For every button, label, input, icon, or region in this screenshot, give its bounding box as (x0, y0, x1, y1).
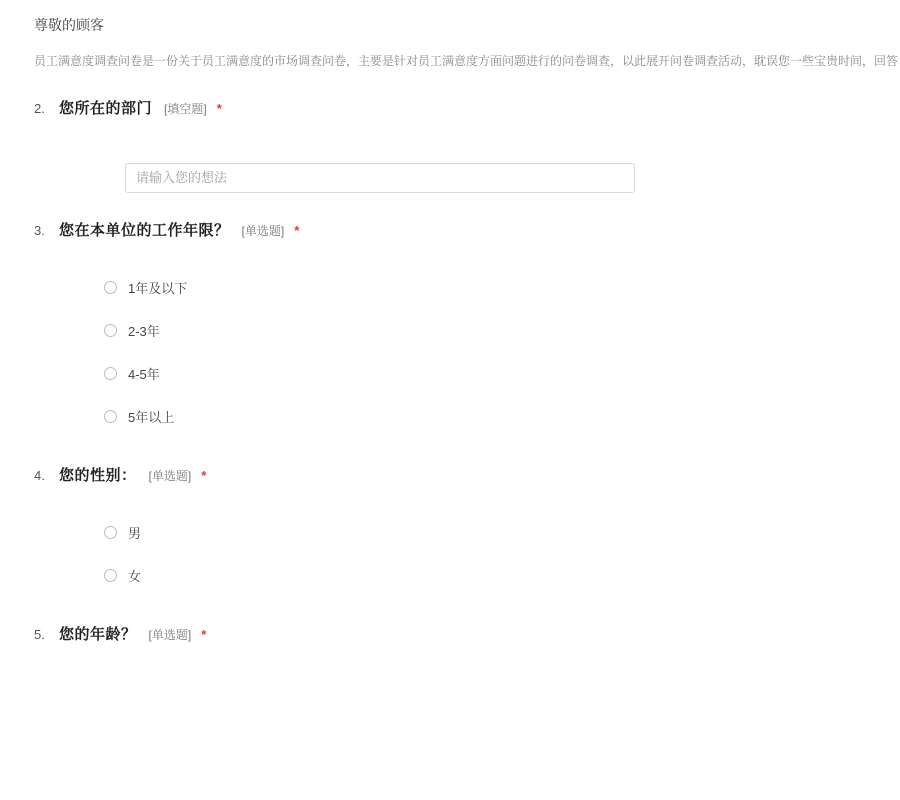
question-5-required-marker: * (201, 626, 207, 642)
radio-icon[interactable] (104, 367, 117, 380)
question-3-header (34, 193, 900, 240)
question-4-option-2[interactable] (59, 554, 900, 597)
question-4-title: 您的性别： (59, 466, 137, 484)
question-3-option-1-label: 1年及以下 (128, 280, 188, 296)
question-3-required-marker: * (294, 222, 300, 238)
question-2-title: 您所在的部门 (59, 99, 153, 117)
question-3-body (34, 266, 900, 438)
question-3-number: 3. (34, 222, 45, 238)
question-4-option-1-label: 男 (128, 525, 142, 541)
question-3-option-3-label: 4-5年 (128, 366, 160, 382)
question-2-type: [填空题] (164, 101, 207, 116)
question-3-option-4[interactable] (59, 395, 900, 438)
question-4-option-2-label: 女 (128, 568, 142, 584)
question-3 (0, 193, 900, 438)
question-3-option-1[interactable] (59, 266, 900, 309)
question-3-option-4-label: 5年以上 (128, 409, 175, 425)
question-2-body (34, 118, 900, 193)
radio-icon[interactable] (104, 281, 117, 294)
question-5-header (34, 597, 900, 644)
question-3-option-2[interactable] (59, 309, 900, 352)
radio-icon[interactable] (104, 569, 117, 582)
question-4 (0, 438, 900, 597)
radio-icon[interactable] (104, 526, 117, 539)
question-2 (0, 71, 900, 193)
question-4-option-1[interactable] (59, 511, 900, 554)
question-3-title: 您在本单位的工作年限？ (59, 221, 230, 239)
question-3-option-2-label: 2-3年 (128, 323, 160, 339)
question-2-required-marker: * (216, 100, 222, 116)
radio-icon[interactable] (104, 324, 117, 337)
survey-greeting: 尊敬的顾客 (34, 17, 104, 33)
question-5-type: [单选题] (148, 627, 192, 642)
question-4-options (59, 511, 900, 597)
question-4-type: [单选题] (148, 468, 192, 483)
question-4-header (34, 438, 900, 485)
question-3-options (59, 266, 900, 438)
question-4-number: 4. (34, 467, 45, 483)
question-2-number: 2. (34, 100, 45, 116)
question-3-option-3[interactable] (59, 352, 900, 395)
question-2-text-input[interactable] (125, 163, 635, 193)
question-5-number: 5. (34, 626, 45, 642)
question-4-body (34, 511, 900, 597)
question-5-title: 您的年龄？ (59, 625, 137, 643)
survey-intro: 员工满意度调查问卷是一份关于员工满意度的市场调查问卷，主要是针对员工满意度方面问题进行的问卷调查，以此展开问卷调查活动，耽误您一些宝贵时间，回答 (34, 53, 899, 68)
question-3-type: [单选题] (241, 223, 285, 238)
question-2-header (34, 71, 900, 118)
radio-icon[interactable] (104, 410, 117, 423)
question-5 (0, 597, 900, 644)
question-4-required-marker: * (201, 467, 207, 483)
